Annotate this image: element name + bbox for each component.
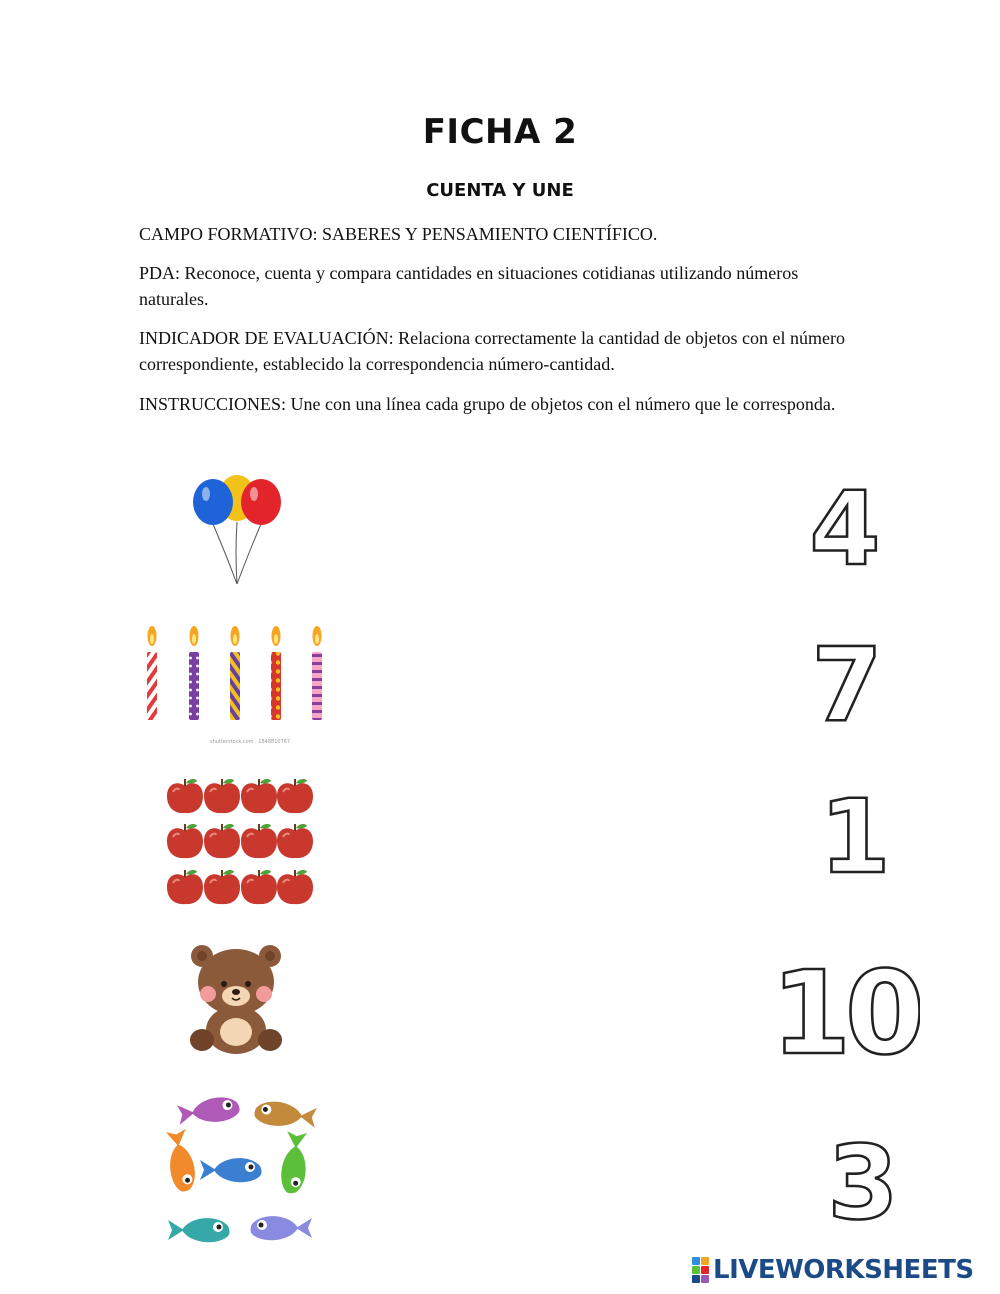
apple-icon: [241, 824, 277, 858]
fish-group[interactable]: [152, 1088, 327, 1260]
apple-icon: [277, 870, 313, 904]
candles-group[interactable]: [138, 622, 333, 747]
liveworksheets-logo-icon: [692, 1257, 709, 1283]
stock-caption: shutterstock.com · 1848810767: [210, 739, 291, 745]
number-10[interactable]: [770, 955, 920, 1065]
number-7[interactable]: [805, 630, 890, 725]
candle-icon: [147, 626, 157, 720]
liveworksheets-brand: LIVEWORKSHEETS: [713, 1255, 974, 1285]
number-1[interactable]: [815, 780, 895, 880]
fish-icon: [177, 1095, 241, 1127]
svg-text:7: 7: [811, 630, 883, 725]
apple-icon: [167, 870, 203, 904]
fish-icon: [280, 1131, 309, 1194]
candle-icon: [312, 626, 322, 720]
apple-icon: [204, 870, 240, 904]
liveworksheets-logo: [692, 1254, 974, 1286]
red-balloon-icon: [241, 479, 281, 525]
apple-icon: [204, 779, 240, 813]
svg-text:1: 1: [819, 780, 891, 880]
fish-icon: [164, 1128, 198, 1193]
number-4[interactable]: [800, 478, 890, 573]
campo-formativo: CAMPO FORMATIVO: SABERES Y PENSAMIENTO CIENTÍFICO.: [139, 224, 658, 244]
svg-text:10: 10: [770, 955, 920, 1065]
apples-group[interactable]: [165, 776, 315, 911]
balloons-group[interactable]: [185, 472, 290, 592]
apple-icon: [167, 779, 203, 813]
fish-icon: [253, 1100, 317, 1130]
candle-icon: [189, 626, 199, 720]
apple-icon: [204, 824, 240, 858]
fish-icon: [168, 1218, 230, 1242]
page-subtitle: CUENTA Y UNE: [426, 180, 574, 201]
svg-text:3: 3: [827, 1128, 899, 1228]
apple-icon: [277, 779, 313, 813]
apple-icon: [241, 779, 277, 813]
apple-icon: [277, 824, 313, 858]
apple-icon: [167, 824, 203, 858]
teddy-bear-icon[interactable]: [188, 940, 284, 1060]
candle-icon: [271, 626, 281, 720]
page-title: FICHA 2: [422, 112, 578, 152]
fish-icon: [251, 1216, 313, 1240]
candle-icon: [230, 626, 240, 720]
indicador-text: INDICADOR DE EVALUACIÓN: Relaciona correctamente la cantidad de objetos con el número correspondiente, establecido la correspondencia número-cantidad.: [139, 328, 845, 374]
instrucciones-text: INSTRUCCIONES: Une con una línea cada grupo de objetos con el número que le corresponda.: [139, 394, 836, 414]
blue-balloon-icon: [193, 479, 233, 525]
apple-icon: [241, 870, 277, 904]
svg-text:4: 4: [809, 478, 881, 573]
number-3[interactable]: [818, 1128, 908, 1228]
pda-text: PDA: Reconoce, cuenta y compara cantidades en situaciones cotidianas utilizando números naturales.: [139, 263, 799, 309]
fish-icon: [200, 1158, 262, 1182]
